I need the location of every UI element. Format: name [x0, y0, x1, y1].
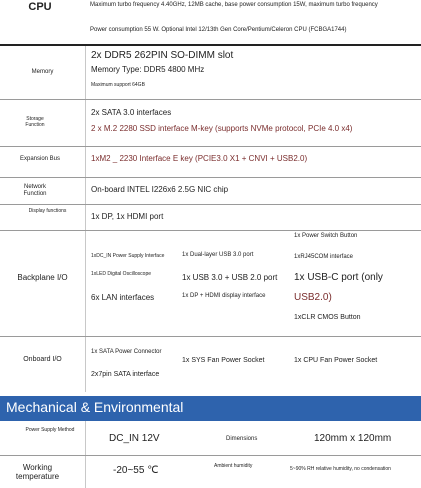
backplane-col3-item: 1xCLR CMOS Button — [294, 314, 361, 321]
section-banner — [0, 396, 421, 421]
backplane-col3-item: 1x USB-C port (only — [294, 272, 383, 283]
temperature-label-line1: Working — [22, 462, 53, 472]
onboard-col3-item: 1x CPU Fan Power Socket — [294, 357, 378, 364]
divider — [85, 456, 86, 488]
storage-label-line2: Function — [25, 122, 45, 128]
divider — [85, 178, 86, 204]
storage-spec-line1: 2x SATA 3.0 interfaces — [91, 108, 172, 117]
backplane-label: Backplane I/O — [17, 273, 68, 283]
display-label: Display functions — [28, 208, 67, 215]
onboard-row — [0, 337, 421, 392]
divider — [85, 231, 86, 336]
storage-spec-line2: 2 x M.2 2280 SSD interface M-key (supports NVMe protocol, PCIe 4.0 x4) — [91, 124, 353, 133]
backplane-row — [0, 231, 421, 336]
power-value: DC_IN 12V — [109, 433, 160, 444]
backplane-col3-item: USB2.0) — [294, 292, 332, 303]
memory-spec-line1: 2x DDR5 262PIN SO-DIMM slot — [91, 50, 234, 61]
onboard-label: Onboard I/O — [23, 355, 62, 363]
onboard-col1-item: 1x SATA Power Connector — [91, 349, 162, 355]
temperature-label-line2: temperature — [15, 472, 60, 481]
backplane-col1-item: 1xDC_IN Power Supply Interface — [91, 253, 165, 259]
power-label: Power Supply Method — [25, 427, 75, 434]
humidity-value: 5~90% RH relative humidity, no condensation — [290, 466, 391, 472]
network-spec-line1: On-board INTEL I226x6 2.5G NIC chip — [91, 185, 229, 194]
backplane-col1-item: 6x LAN interfaces — [91, 293, 155, 302]
display-spec-line1: 1x DP, 1x HDMI port — [91, 212, 164, 221]
divider — [85, 46, 86, 99]
onboard-col1-item: 2x7pin SATA interface — [91, 371, 160, 378]
cpu-row — [0, 0, 421, 44]
dimensions-label: Dimensions — [226, 436, 258, 442]
temperature-label — [0, 456, 75, 488]
memory-spec-line2: Memory Type: DDR5 4800 MHz — [91, 65, 205, 74]
section-title: Mechanical & Environmental — [6, 399, 184, 415]
memory-label: Memory — [31, 69, 54, 76]
expansion-row — [0, 147, 421, 177]
cpu-spec-line2: Power consumption 55 W. Optional Intel 12/13th Gen Core/Pentium/Celeron CPU (FCBGA1744) — [90, 27, 347, 33]
onboard-col2-item: 1x SYS Fan Power Socket — [182, 357, 265, 364]
expansion-label: Expansion Bus — [19, 155, 61, 162]
cpu-spec-line1: Maximum turbo frequency 4.40GHz, 12MB cache, base power consumption 15W, maximum turbo frequency — [90, 2, 378, 8]
backplane-col3-item: 1x Power Switch Button — [294, 233, 358, 239]
network-label — [0, 178, 70, 204]
temperature-row — [0, 456, 421, 488]
memory-row — [0, 46, 421, 99]
divider — [85, 205, 86, 230]
network-label-line1: Network — [23, 184, 46, 191]
dimensions-value: 120mm x 120mm — [314, 433, 392, 444]
display-row — [0, 205, 421, 230]
backplane-col2-item: 1x DP + HDMI display interface — [182, 293, 266, 299]
divider — [85, 147, 86, 177]
backplane-col1-item: 1xLED Digital Oscilloscope — [91, 271, 152, 277]
memory-spec-line3: Maximum support 64GB — [91, 82, 145, 88]
network-row — [0, 178, 421, 204]
expansion-spec-line1: 1xM2 _ 2230 Interface E key (PCIE3.0 X1 + CNVI + USB2.0) — [91, 154, 308, 163]
power-row — [0, 421, 421, 455]
storage-label — [0, 100, 70, 146]
backplane-col3-item: 1xRJ45COM interface — [294, 254, 354, 260]
storage-row — [0, 100, 421, 146]
divider — [85, 337, 86, 392]
divider — [85, 100, 86, 146]
backplane-col2-item: 1x USB 3.0 + USB 2.0 port — [182, 273, 278, 282]
storage-label-line1: Storage — [26, 116, 44, 123]
network-label-line2: Function — [23, 191, 47, 197]
backplane-col2-item: 1x Dual-layer USB 3.0 port — [182, 252, 254, 258]
temperature-value: -20~55 ℃ — [113, 465, 159, 476]
divider — [85, 421, 86, 455]
cpu-label: CPU — [28, 0, 52, 13]
humidity-label: Ambient humidity — [214, 463, 253, 469]
